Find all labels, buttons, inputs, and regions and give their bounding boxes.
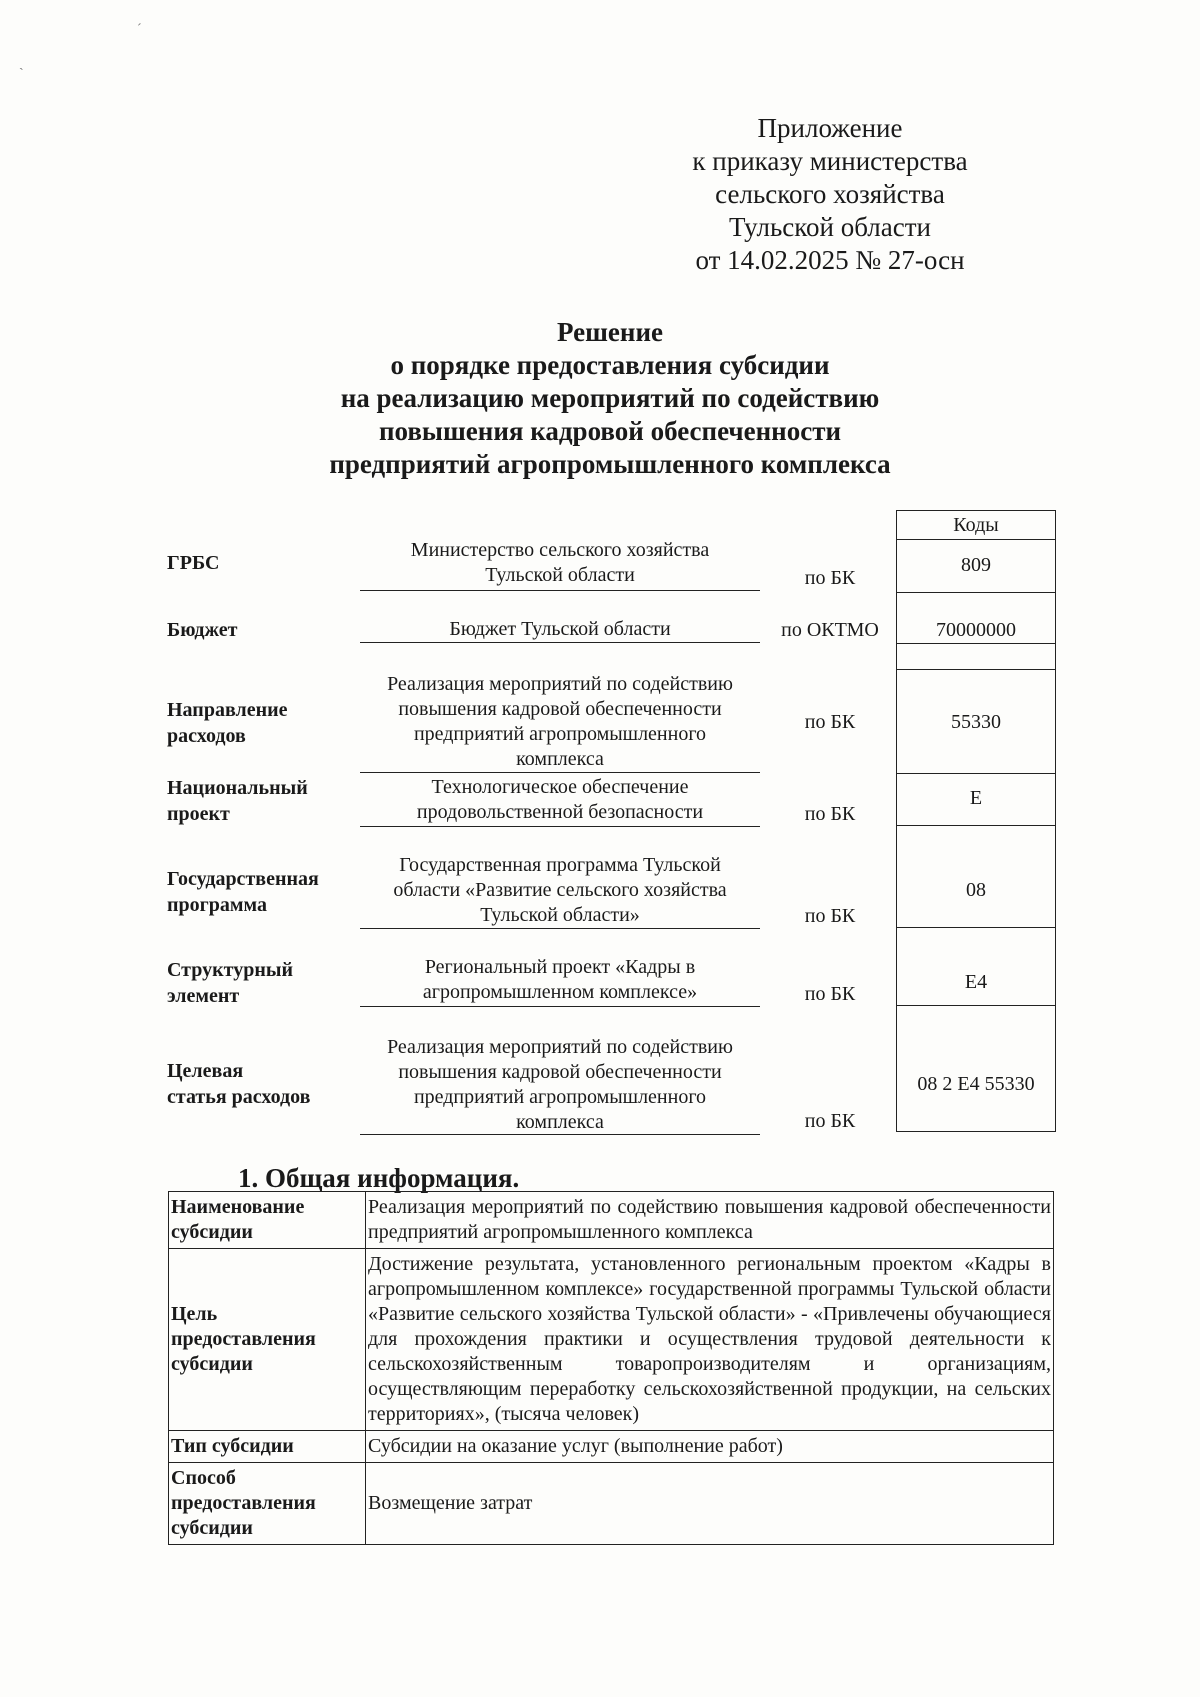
- annex-line: Тульской области: [729, 212, 931, 242]
- row-by-structural-element: по БК: [804, 983, 856, 1005]
- table-row: [169, 1249, 1054, 1431]
- row-label-direction: Направление расходов: [167, 699, 288, 747]
- table-row: [169, 1463, 1054, 1545]
- row-underline: [360, 826, 760, 827]
- row-label-target-article: Целевая статья расходов: [167, 1060, 311, 1108]
- row-label-national-project: Национальный проект: [167, 777, 308, 825]
- annex-line: сельского хозяйства: [715, 179, 945, 209]
- code-grbs: 809: [961, 554, 991, 576]
- row-by-state-program: по БК: [804, 905, 856, 927]
- row-underline: [360, 1134, 760, 1135]
- row-by-grbs: по БК: [804, 567, 856, 589]
- table-key: Наименование субсидии: [169, 1192, 366, 1249]
- row-by-direction: по БК: [804, 711, 856, 733]
- code-structural-element: E4: [964, 971, 988, 993]
- row-underline: [360, 928, 760, 929]
- table-key: Тип субсидии: [169, 1431, 366, 1463]
- table-value: Субсидии на оказание услуг (выполнение работ): [366, 1431, 1054, 1463]
- title-line: на реализацию мероприятий по содействию: [340, 383, 880, 413]
- row-label-structural-element: Структурный элемент: [167, 959, 293, 1007]
- annex-line: от 14.02.2025 № 27-осн: [695, 245, 965, 275]
- scan-speck: ˏ: [19, 56, 24, 71]
- table-value: Возмещение затрат: [366, 1463, 1054, 1545]
- row-desc-grbs: Министерство сельского хозяйства Тульской области: [410, 539, 710, 586]
- row-label-state-program: Государственная программа: [167, 868, 319, 916]
- document-title: [200, 316, 1020, 481]
- code-target-article: 08 2 E4 55330: [917, 1073, 1035, 1095]
- annex-line: к приказу министерства: [692, 146, 968, 176]
- scan-speck: ˊ: [137, 22, 142, 37]
- annex-block: [640, 112, 1020, 277]
- row-by-target-article: по БК: [804, 1110, 856, 1132]
- row-underline: [360, 1006, 760, 1007]
- table-value: Достижение результата, установленного региональным проектом «Кадры в агропромышленном комплексе» государственной программы Тульской области «Развитие сельского хозяйства Тульской области» - «Привлечены обучающиеся для прохождения практики и осуществления трудовой деятельности к сельскохозяйственным товаропроизводителям и организациям, осуществляющим переработку сельскохозяйственной продукции, на сельских территориях», (тысяча человек): [366, 1249, 1054, 1431]
- code-state-program: 08: [966, 879, 986, 901]
- general-info-table: [168, 1191, 1054, 1545]
- title-line: предприятий агропромышленного комплекса: [329, 449, 891, 479]
- table-value: Реализация мероприятий по содействию повышения кадровой обеспеченности предприятий агропромышленного комплекса: [366, 1192, 1054, 1249]
- codes-box: [896, 510, 1056, 1132]
- code-direction: 55330: [951, 711, 1001, 733]
- row-underline: [360, 772, 760, 773]
- table-key: Способ предоставления субсидии: [169, 1463, 366, 1545]
- row-label-budget: Бюджет: [167, 619, 238, 641]
- row-desc-structural-element: Региональный проект «Кадры в агропромышленном комплексе»: [422, 956, 698, 1003]
- table-row: [169, 1192, 1054, 1249]
- row-by-budget: по ОКТМО: [781, 619, 879, 641]
- row-desc-target-article: Реализация мероприятий по содействию повышения кадровой обеспеченности предприятий агропромышленного комплекса: [387, 1036, 733, 1133]
- row-desc-state-program: Государственная программа Тульской области «Развитие сельского хозяйства Тульской области»: [393, 854, 727, 926]
- annex-line: Приложение: [757, 113, 903, 143]
- title-line: о порядке предоставления субсидии: [390, 350, 830, 380]
- row-by-national-project: по БК: [804, 803, 856, 825]
- table-key: Цель предоставления субсидии: [169, 1249, 366, 1431]
- title-line: повышения кадровой обеспеченности: [378, 416, 842, 446]
- section-heading: 1. Общая информация.: [238, 1163, 520, 1193]
- row-desc-direction: Реализация мероприятий по содействию повышения кадровой обеспеченности предприятий агропромышленного комплекса: [387, 673, 733, 770]
- row-desc-budget: Бюджет Тульской области: [449, 618, 671, 640]
- row-label-grbs: ГРБС: [167, 552, 220, 574]
- codes-header: Коды: [953, 514, 999, 536]
- row-underline: [360, 590, 760, 591]
- code-national-project: E: [969, 787, 983, 809]
- row-underline: [360, 642, 760, 643]
- title-line: Решение: [557, 317, 663, 347]
- table-row: [169, 1431, 1054, 1463]
- code-budget: 70000000: [936, 619, 1016, 641]
- row-desc-national-project: Технологическое обеспечение продовольственной безопасности: [416, 776, 704, 823]
